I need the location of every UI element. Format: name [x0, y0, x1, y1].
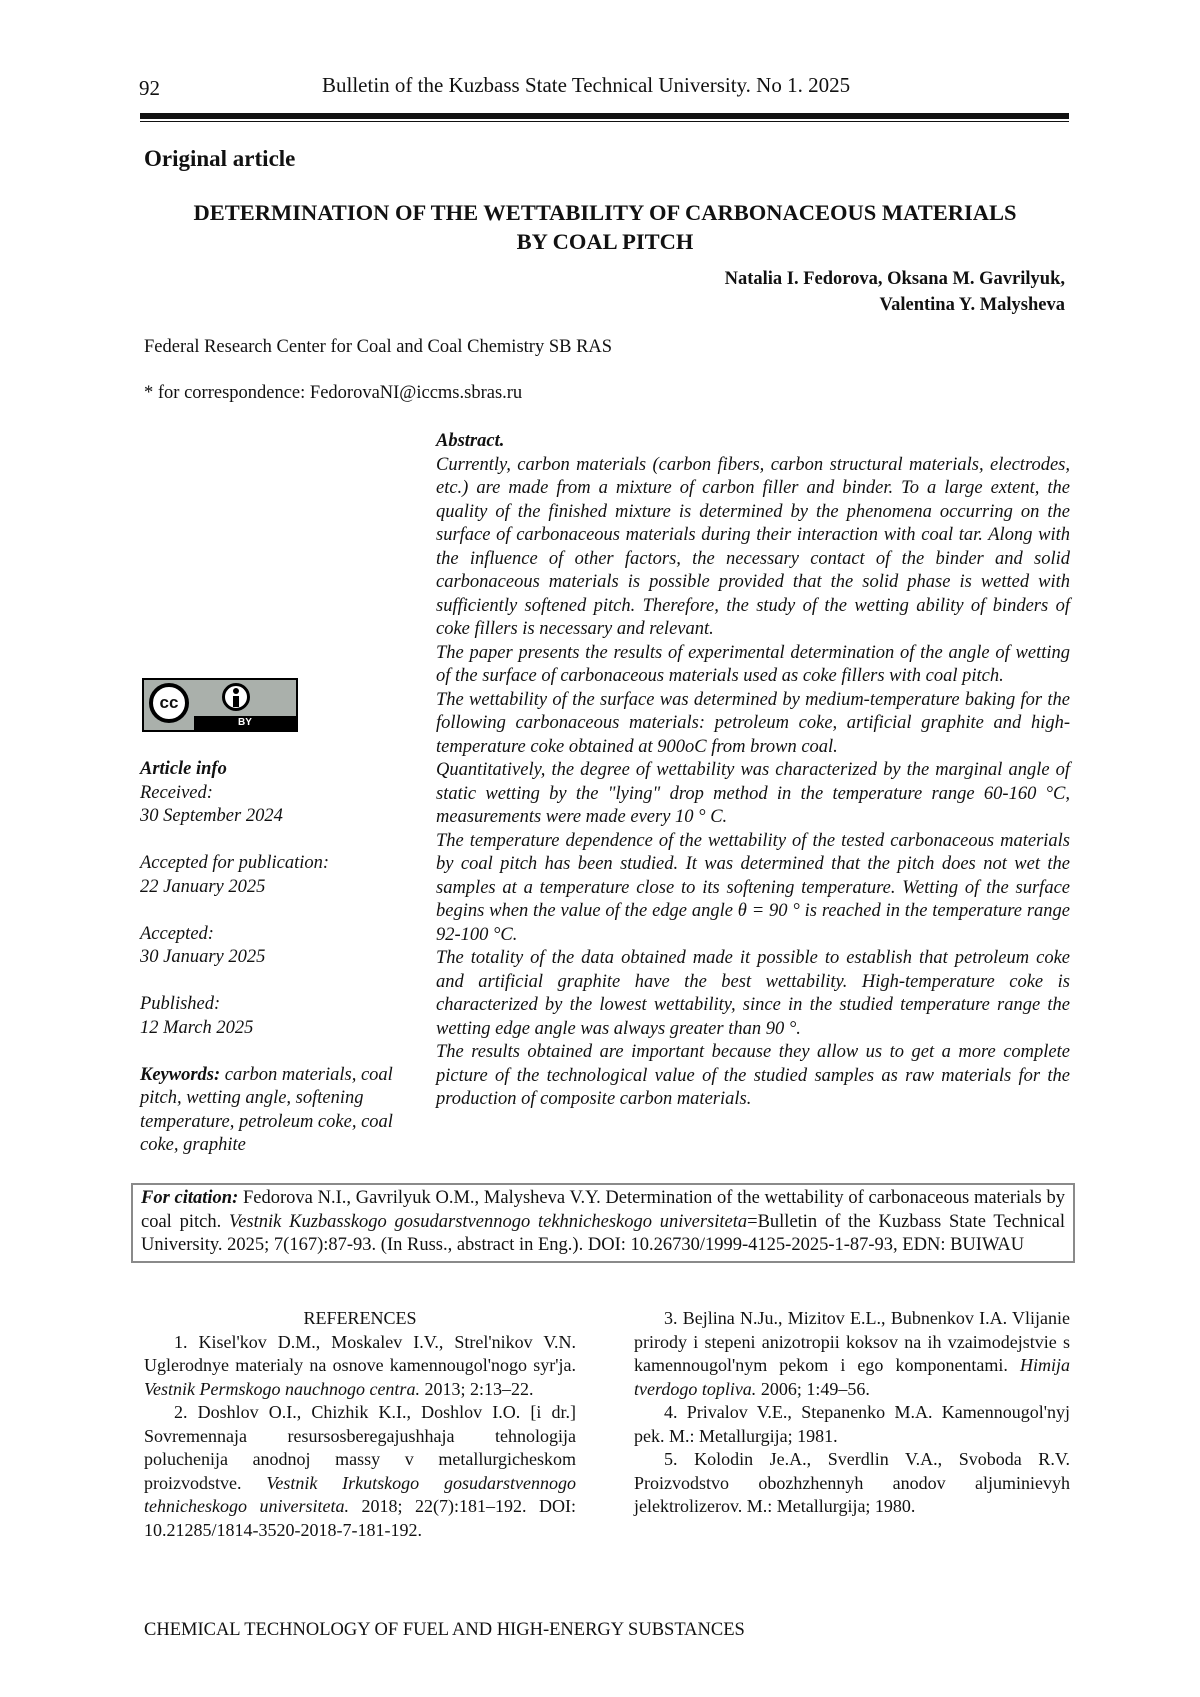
- cc-icon: cc: [149, 683, 189, 723]
- abstract-paragraph: The wettability of the surface was determined by medium-temperature baking for the following carbonaceous materials: petroleum coke, artificial graphite and high-temperature coke obtained at 900oC from brown coal.: [436, 689, 1070, 757]
- abstract-paragraph: Quantitatively, the degree of wettability was characterized by the marginal angle of static wetting by the "lying" drop method in the temperature range 60-160 °C, measurements were made every 10 ° C.: [436, 760, 1070, 827]
- keywords-label: Keywords:: [140, 1064, 221, 1085]
- page-number: 92: [139, 76, 160, 100]
- journal-header: Bulletin of the Kuzbass State Technical University. No 1. 2025: [322, 73, 851, 97]
- received-date: 30 September 2024: [140, 806, 283, 826]
- keywords: [140, 1064, 415, 1158]
- reference-item: 1. Kisel'kov D.M., Moskalev I.V., Strel'nikov V.N. Uglerodnye materialy na osnove kamennougol'nogo syr'ja. Vestnik Permskogo nauchnogo centra. 2013; 2:13–22.: [144, 1331, 576, 1399]
- published-label: Published:: [140, 994, 221, 1014]
- authors-line-1: Natalia I. Fedorova, Oksana M. Gavrilyuk,: [724, 269, 1065, 289]
- references-column-left: [144, 1307, 576, 1542]
- citation-label: For citation:: [141, 1188, 239, 1208]
- abstract-paragraph: The temperature dependence of the wettability of the tested carbonaceous materials by coal pitch has been studied. It was determined that the pitch does not wet the samples at a temperature close to its softening temperature. Wetting of the surface begins when the value of the edge angle θ = 90 ° is reached in the temperature range 92-100 °C.: [436, 830, 1070, 945]
- article-info: [140, 758, 415, 1158]
- published-date: 12 March 2025: [140, 1017, 254, 1038]
- citation-journal: Vestnik Kuzbasskogo gosudarstvennogo tekhnicheskogo universiteta: [228, 1211, 748, 1232]
- article-title: [140, 198, 1070, 256]
- cc-by-license-badge: [142, 678, 298, 732]
- by-label: BY: [194, 716, 296, 730]
- abstract-paragraph: The results obtained are important because they allow us to get a more complete picture of the technological value of the studied samples as raw materials for the production of composite carbon materials.: [436, 1042, 1070, 1109]
- authors-line-2: Valentina Y. Malysheva: [879, 295, 1065, 315]
- title-line-1: DETERMINATION OF THE WETTABILITY OF CARBONACEOUS MATERIALS: [193, 200, 1017, 225]
- accepted-date: 30 January 2025: [140, 947, 266, 967]
- correspondence-email: * for correspondence: FedorovaNI@iccms.sbras.ru: [144, 383, 523, 403]
- abstract-paragraph: Currently, carbon materials (carbon fibers, carbon structural materials, electrodes, etc.) are made from a mixture of carbon filler and binder. To a large extent, the quality of the finished mixture is determined by the phenomena occurring on the surface of carbonaceous materials during their interaction with coal tar. Along with the influence of other factors, the necessary contact of the binder and solid carbonaceous materials is possible provided that the solid phase is wetted with sufficiently softened pitch. Therefore, the study of the wetting ability of binders of coke fillers is necessary and relevant.: [436, 454, 1070, 639]
- abstract: [436, 430, 1070, 1112]
- reference-item: 3. Bejlina N.Ju., Mizitov E.L., Bubnenkov I.A. Vlijanie prirody i stepeni anizotropii koksov na ih vzaimodejstvie s kamennougol'nym pekom i ego komponentami. Himija tverdogo topliva. 2006; 1:49–56.: [634, 1308, 1070, 1399]
- abstract-paragraph: The paper presents the results of experimental determination of the angle of wetting of the surface of carbonaceous materials used as coke fillers with coal pitch.: [436, 642, 1070, 686]
- accepted-publication-date: 22 January 2025: [140, 876, 266, 897]
- citation-authors-title: Fedorova N.I., Gavrilyuk O.M., Malysheva V.Y. Determination of the wettability of carbonaceous materials by coal pitch.: [141, 1188, 1065, 1232]
- reference-item: 5. Kolodin Je.A., Sverdlin V.A., Svoboda R.V. Proizvodstvo obozhzhennyh anodov aljuminievyh jelektrolizerov. M.: Metallurgija; 1980.: [634, 1449, 1070, 1516]
- received-label: Received:: [140, 782, 213, 803]
- footer-section-title: CHEMICAL TECHNOLOGY OF FUEL AND HIGH-ENERGY SUBSTANCES: [144, 1620, 745, 1640]
- citation-details: =Bulletin of the Kuzbass State Technical University. 2025; 7(167):87-93. (In Russ., abstract in Eng.). DOI: 10.26730/1999-4125-2025-1-87-93, EDN: BUIWAU: [141, 1211, 1066, 1255]
- references-column-right: [634, 1307, 1070, 1519]
- article-info-heading: Article info: [140, 759, 227, 779]
- reference-item: 2. Doshlov O.I., Chizhik K.I., Doshlov I.O. [i dr.] Sovremennaja resursosberegajushhaja tehnologija poluchenija anodnoj massy v metallurgicheskom proizvodstve. Vestnik Irkutskogo gosudarstvennogo tehnicheskogo universiteta. 2018; 22(7):181–192. DOI: 10.21285/1814-3520-2018-7-181-192.: [144, 1402, 577, 1540]
- references-heading: REFERENCES: [303, 1308, 417, 1328]
- abstract-heading: Abstract.: [436, 431, 505, 451]
- affiliation: Federal Research Center for Coal and Coal Chemistry SB RAS: [144, 337, 613, 357]
- abstract-paragraph: The totality of the data obtained made it possible to establish that petroleum coke and artificial graphite have the best wettability. High-temperature coke is characterized by the lowest wettability, since in the studied temperature range the wetting edge angle was always greater than 90 °.: [436, 948, 1070, 1039]
- header-rule-thick: [140, 113, 1069, 119]
- authors: [725, 266, 1065, 318]
- citation-box: [131, 1183, 1075, 1263]
- accepted-label: Accepted:: [140, 923, 214, 944]
- header-rule-thin: [140, 121, 1069, 122]
- attribution-person-icon: [222, 683, 250, 711]
- keywords-text: carbon materials, coal pitch, wetting angle, softening temperature, petroleum coke, coal coke, graphite: [140, 1064, 393, 1155]
- article-type: Original article: [144, 146, 296, 171]
- reference-item: 4. Privalov V.E., Stepanenko M.A. Kamennougol'nyj pek. M.: Metallurgija; 1981.: [634, 1402, 1070, 1446]
- title-line-2: BY COAL PITCH: [516, 229, 694, 254]
- accepted-publication-label: Accepted for publication:: [140, 853, 330, 873]
